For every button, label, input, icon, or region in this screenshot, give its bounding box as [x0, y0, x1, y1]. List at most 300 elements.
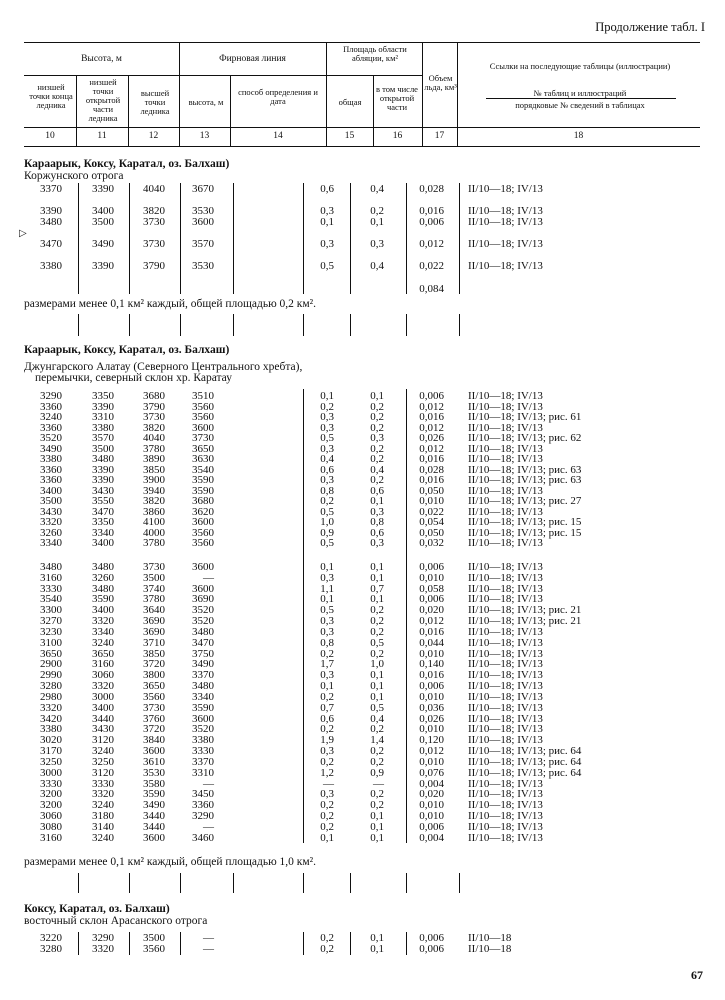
- ice-volume: 0,050: [419, 526, 444, 539]
- col14-header: способ определения и дата: [238, 87, 318, 106]
- ice-volume: 0,016: [419, 411, 444, 423]
- col18-header-title: Ссылки на последующие таблицы (иллюстрации): [489, 61, 671, 71]
- firn-height: 3520: [192, 604, 214, 617]
- column-rule: [303, 389, 304, 843]
- high-height: 4040: [143, 183, 165, 195]
- col-number: 16: [392, 131, 403, 141]
- low-end-height: 3280: [40, 680, 62, 693]
- reference: II/10—18; IV/13; рис. 64: [468, 766, 582, 779]
- low-open-height: 3550: [92, 495, 114, 507]
- low-end-height: 3490: [40, 442, 62, 455]
- low-end-height: 3290: [40, 390, 62, 402]
- ice-volume: 0,044: [419, 636, 444, 649]
- high-height: 3730: [143, 216, 165, 228]
- reference: II/10—18; IV/13: [468, 658, 543, 671]
- low-open-height: 3000: [92, 690, 114, 703]
- col-number: 12: [148, 131, 159, 141]
- firn-height: 3680: [192, 495, 214, 507]
- area-open: 0,2: [370, 442, 384, 455]
- area-open: 0,2: [370, 723, 384, 736]
- area-total: 0,2: [320, 495, 334, 507]
- area-open: 0,9: [370, 766, 384, 779]
- high-height: 3560: [143, 943, 165, 955]
- low-end-height: 2980: [40, 690, 62, 703]
- reference: II/10—18; IV/13: [468, 205, 543, 217]
- column-rule: [303, 314, 304, 336]
- low-end-height: 3220: [40, 932, 62, 944]
- ice-volume: 0,006: [419, 820, 444, 833]
- high-height: 3610: [143, 755, 165, 768]
- low-end-height: 3540: [40, 593, 62, 606]
- high-height: 4100: [143, 516, 165, 528]
- low-open-height: 3650: [92, 647, 114, 660]
- area-total: 0,5: [320, 432, 334, 444]
- firn-height: 3630: [192, 453, 214, 465]
- low-end-height: 3100: [40, 636, 62, 649]
- ice-volume: 0,012: [419, 745, 444, 758]
- section-note: размерами менее 0,1 км² каждый, общей площадью 1,0 км².: [24, 856, 316, 868]
- reference: II/10—18; IV/13; рис. 63: [468, 474, 582, 486]
- area-total: 0,8: [320, 636, 334, 649]
- low-open-height: 3400: [92, 604, 114, 617]
- firn-height: 3600: [192, 516, 214, 528]
- page-number: 67: [691, 968, 703, 982]
- area-total: 0,2: [320, 690, 334, 703]
- low-end-height: 3480: [40, 216, 62, 228]
- firn-height: 3510: [192, 390, 214, 402]
- reference: II/10—18; IV/13: [468, 216, 543, 228]
- low-end-height: 3400: [40, 484, 62, 497]
- firn-height: 3600: [192, 561, 214, 573]
- area-total: 0,2: [320, 647, 334, 660]
- reference: II/10—18; IV/13: [468, 777, 543, 790]
- ice-volume: 0,004: [419, 831, 444, 844]
- low-end-height: 3470: [40, 238, 62, 250]
- high-height: 3600: [143, 745, 165, 758]
- low-open-height: 3240: [92, 831, 114, 844]
- low-open-height: 3570: [92, 432, 114, 444]
- area-total: 0,1: [320, 680, 334, 693]
- low-open-height: 3330: [92, 777, 114, 790]
- ice-volume: 0,028: [419, 463, 444, 476]
- ice-volume: 0,012: [419, 442, 444, 455]
- low-open-height: 3480: [92, 453, 114, 465]
- column-rule: [78, 314, 79, 336]
- low-open-height: 3310: [92, 411, 114, 423]
- firn-height: 3690: [192, 593, 214, 606]
- ice-volume: 0,032: [419, 537, 444, 549]
- area-open: 0,5: [370, 636, 384, 649]
- section-subtitle: Джунгарского Алатау (Северного Центрального хребта),: [24, 361, 303, 373]
- ice-volume: 0,036: [419, 701, 444, 714]
- area-total: 0,2: [320, 799, 334, 812]
- ice-volume: 0,020: [419, 604, 444, 617]
- high-height: 3820: [143, 495, 165, 507]
- low-end-height: 3000: [40, 766, 62, 779]
- low-open-height: 3320: [92, 788, 114, 801]
- low-open-height: 3500: [92, 216, 114, 228]
- high-height: 3900: [143, 474, 165, 486]
- area-total: 0,2: [320, 820, 334, 833]
- area-open: 0,2: [370, 205, 384, 217]
- area-open: 0,1: [370, 561, 384, 573]
- reference: II/10—18; IV/13: [468, 571, 543, 584]
- reference: II/10—18; IV/13; рис. 64: [468, 745, 582, 758]
- ice-volume: 0,004: [419, 777, 444, 790]
- area-total: 0,2: [320, 755, 334, 768]
- area-open: 0,1: [370, 495, 384, 507]
- high-height: 3790: [143, 260, 165, 272]
- high-height: 3440: [143, 820, 165, 833]
- reference: II/10—18; IV/13: [468, 421, 543, 434]
- area-open: 0,1: [370, 390, 384, 402]
- area-open: 0,6: [370, 484, 384, 497]
- col-number: 18: [573, 131, 584, 141]
- area-open: 0,8: [370, 516, 384, 528]
- area-open: 0,1: [370, 216, 384, 228]
- area-open: 0,2: [370, 615, 384, 628]
- firn-height: 3730: [192, 432, 214, 444]
- area-total: 0,3: [320, 625, 334, 638]
- low-end-height: 3380: [40, 723, 62, 736]
- high-height: 3800: [143, 669, 165, 682]
- ice-volume: 0,054: [419, 516, 444, 528]
- reference: II/10—18; IV/13: [468, 537, 543, 549]
- column-rule: [180, 183, 181, 294]
- ice-volume: 0,010: [419, 810, 444, 823]
- ice-volume: 0,022: [419, 505, 444, 518]
- column-rule: [406, 389, 407, 843]
- ice-volume: 0,006: [419, 561, 444, 573]
- low-open-height: 3400: [92, 537, 114, 549]
- reference: II/10—18; IV/13: [468, 647, 543, 660]
- section-title: Караарык, Коксу, Каратал, оз. Балхаш): [24, 158, 230, 170]
- ice-volume: 0,012: [419, 400, 444, 413]
- area-total: 0,3: [320, 205, 334, 217]
- firn-height: 3480: [192, 680, 214, 693]
- area-total: 0,3: [320, 411, 334, 423]
- area-open: 0,2: [370, 400, 384, 413]
- ice-volume: 0,006: [419, 680, 444, 693]
- low-open-height: 3340: [92, 526, 114, 539]
- firn-height: 3560: [192, 400, 214, 413]
- high-height: 3440: [143, 810, 165, 823]
- high-height: 3720: [143, 658, 165, 671]
- firn-height: 3340: [192, 690, 214, 703]
- ice-volume: 0,010: [419, 799, 444, 812]
- high-height: 3500: [143, 571, 165, 584]
- column-rule: [459, 314, 460, 336]
- column-rule: [350, 932, 351, 955]
- high-height: 3860: [143, 505, 165, 518]
- col-number: 13: [199, 131, 210, 141]
- section-subtitle: перемычки, северный склон хр. Каратау: [35, 372, 232, 384]
- section-title: Караарык, Коксу, Каратал, оз. Балхаш): [24, 344, 230, 356]
- low-end-height: 3500: [40, 495, 62, 507]
- col13-header: высота, м: [188, 97, 224, 107]
- col16-header: в том числе открытой части: [376, 84, 418, 112]
- area-open: 0,1: [370, 831, 384, 844]
- reference: II/10—18; IV/13: [468, 582, 543, 595]
- column-rule: [78, 932, 79, 955]
- low-open-height: 3290: [92, 932, 114, 944]
- low-end-height: 3200: [40, 799, 62, 812]
- table-row: [0, 184, 725, 195]
- column-rule: [129, 183, 130, 294]
- low-end-height: 3480: [40, 561, 62, 573]
- low-open-height: 3390: [92, 463, 114, 476]
- low-end-height: 3020: [40, 734, 62, 747]
- reference: II/10—18; IV/13; рис. 61: [468, 411, 582, 423]
- col12-header: высшей точки ледника: [140, 88, 170, 116]
- low-end-height: 3250: [40, 755, 62, 768]
- reference: II/10—18; IV/13: [468, 701, 543, 714]
- area-open: 0,2: [370, 799, 384, 812]
- reference: II/10—18; IV/13: [468, 453, 543, 465]
- high-height: 3730: [143, 411, 165, 423]
- low-open-height: 3240: [92, 799, 114, 812]
- firn-height: —: [203, 943, 214, 955]
- ice-volume: 0,076: [419, 766, 444, 779]
- column-rule: [350, 183, 351, 294]
- area-open: —: [373, 777, 384, 790]
- firn-height: —: [203, 571, 214, 584]
- ice-volume: 0,010: [419, 495, 444, 507]
- column-rule: [459, 183, 460, 294]
- col11-header: низшей точки открытой части ледника: [85, 77, 121, 123]
- low-end-height: 3170: [40, 745, 62, 758]
- low-open-height: 3480: [92, 561, 114, 573]
- reference: II/10—18; IV/13: [468, 505, 543, 518]
- col-number: 10: [45, 131, 55, 141]
- section-subtitle: Коржунского отрога: [24, 170, 124, 182]
- reference: II/10—18; IV/13: [468, 680, 543, 693]
- high-height: 3890: [143, 453, 165, 465]
- firn-height: 3570: [192, 238, 214, 250]
- low-end-height: 2990: [40, 669, 62, 682]
- low-end-height: 3420: [40, 712, 62, 725]
- area-open: 0,2: [370, 788, 384, 801]
- low-end-height: 3360: [40, 474, 62, 486]
- ice-volume: 0,026: [419, 712, 444, 725]
- height-group-header: Высота, м: [81, 54, 122, 64]
- firn-height: 3600: [192, 216, 214, 228]
- ice-volume: 0,012: [419, 238, 444, 250]
- high-height: 3720: [143, 723, 165, 736]
- area-total: 0,9: [320, 526, 334, 539]
- low-open-height: 3390: [92, 183, 114, 195]
- reference: II/10—18; IV/13: [468, 712, 543, 725]
- total-volume: 0,084: [419, 283, 444, 295]
- area-group-header: Площадь области абляции, км²: [343, 44, 407, 63]
- high-height: 3560: [143, 690, 165, 703]
- reference: II/10—18; IV/13; рис. 15: [468, 526, 582, 539]
- low-open-height: 3590: [92, 593, 114, 606]
- reference: II/10—18; IV/13; рис. 21: [468, 615, 582, 628]
- area-open: 0,3: [370, 505, 384, 518]
- ice-volume: 0,006: [419, 216, 444, 228]
- firn-height: 3520: [192, 723, 214, 736]
- firn-height: 3670: [192, 183, 214, 195]
- area-open: 0,3: [370, 537, 384, 549]
- area-open: 0,2: [370, 604, 384, 617]
- area-total: 0,5: [320, 260, 334, 272]
- area-total: 0,2: [320, 810, 334, 823]
- firn-height: 3750: [192, 647, 214, 660]
- area-total: 0,1: [320, 593, 334, 606]
- reference: II/10—18; IV/13: [468, 820, 543, 833]
- low-end-height: 3060: [40, 810, 62, 823]
- high-height: 4000: [143, 526, 165, 539]
- ice-volume: 0,022: [419, 260, 444, 272]
- reference: II/10—18; IV/13: [468, 625, 543, 638]
- col15-header: общая: [338, 97, 362, 107]
- low-open-height: 3250: [92, 755, 114, 768]
- area-open: 0,2: [370, 755, 384, 768]
- low-open-height: 3480: [92, 582, 114, 595]
- column-rule: [78, 183, 79, 294]
- column-rule: [129, 873, 130, 893]
- high-height: 3850: [143, 647, 165, 660]
- area-total: 0,1: [320, 216, 334, 228]
- area-total: 0,3: [320, 745, 334, 758]
- firn-height: 3560: [192, 526, 214, 539]
- firn-height: 3600: [192, 712, 214, 725]
- low-end-height: 3390: [40, 205, 62, 217]
- firn-group-header: Фирновая линия: [219, 54, 286, 64]
- area-open: 0,2: [370, 625, 384, 638]
- ice-volume: 0,012: [419, 615, 444, 628]
- ice-volume: 0,012: [419, 421, 444, 434]
- area-open: 0,3: [370, 238, 384, 250]
- reference: II/10—18; IV/13: [468, 636, 543, 649]
- high-height: 3820: [143, 205, 165, 217]
- firn-height: 3600: [192, 421, 214, 434]
- firn-height: 3590: [192, 484, 214, 497]
- low-end-height: 3300: [40, 604, 62, 617]
- column-rule: [459, 873, 460, 893]
- firn-height: 3560: [192, 411, 214, 423]
- reference: II/10—18; IV/13: [468, 400, 543, 413]
- column-rule: [303, 873, 304, 893]
- reference: II/10—18; IV/13; рис. 64: [468, 755, 582, 768]
- firn-height: 3370: [192, 669, 214, 682]
- low-end-height: 3520: [40, 432, 62, 444]
- firn-height: 3620: [192, 505, 214, 518]
- low-end-height: 3320: [40, 516, 62, 528]
- reference: II/10—18; IV/13: [468, 593, 543, 606]
- high-height: 3530: [143, 766, 165, 779]
- high-height: 3820: [143, 421, 165, 434]
- area-total: 0,3: [320, 615, 334, 628]
- low-end-height: 3320: [40, 701, 62, 714]
- firn-height: 3590: [192, 701, 214, 714]
- low-open-height: 3350: [92, 516, 114, 528]
- ice-volume: 0,120: [419, 734, 444, 747]
- ice-volume: 0,140: [419, 658, 444, 671]
- area-open: 0,2: [370, 647, 384, 660]
- low-open-height: 3400: [92, 701, 114, 714]
- ice-volume: 0,016: [419, 205, 444, 217]
- area-open: 0,1: [370, 820, 384, 833]
- firn-height: 3470: [192, 636, 214, 649]
- reference: II/10—18; IV/13: [468, 799, 543, 812]
- ice-volume: 0,006: [419, 943, 444, 955]
- reference: II/10—18; IV/13: [468, 183, 543, 195]
- reference: II/10—18; IV/13: [468, 734, 543, 747]
- low-end-height: 3360: [40, 400, 62, 413]
- area-open: 0,1: [370, 680, 384, 693]
- reference: II/10—18; IV/13: [468, 690, 543, 703]
- high-height: 3940: [143, 484, 165, 497]
- reference: II/10—18; IV/13: [468, 260, 543, 272]
- low-end-height: 3200: [40, 788, 62, 801]
- area-total: 0,7: [320, 701, 334, 714]
- col-number: 11: [97, 131, 107, 141]
- low-end-height: 3370: [40, 183, 62, 195]
- low-end-height: 3360: [40, 421, 62, 434]
- area-open: 1,0: [370, 658, 384, 671]
- low-open-height: 3140: [92, 820, 114, 833]
- firn-height: 3370: [192, 755, 214, 768]
- high-height: 3590: [143, 788, 165, 801]
- area-total: 0,6: [320, 463, 334, 476]
- low-open-height: 3160: [92, 658, 114, 671]
- reference: II/10—18; IV/13: [468, 723, 543, 736]
- area-total: 0,3: [320, 788, 334, 801]
- low-end-height: 3360: [40, 463, 62, 476]
- area-open: 0,2: [370, 745, 384, 758]
- low-end-height: 3080: [40, 820, 62, 833]
- ice-volume: 0,050: [419, 484, 444, 497]
- column-rule: [233, 183, 234, 294]
- high-height: 3760: [143, 712, 165, 725]
- column-rule: [406, 932, 407, 955]
- column-rule: [78, 873, 79, 893]
- area-open: 0,1: [370, 932, 384, 944]
- high-height: 3730: [143, 561, 165, 573]
- column-rule: [180, 932, 181, 955]
- ice-volume: 0,006: [419, 593, 444, 606]
- firn-height: 3310: [192, 766, 214, 779]
- area-total: 0,2: [320, 932, 334, 944]
- ice-volume: 0,006: [419, 932, 444, 944]
- reference: II/10—18; IV/13; рис. 62: [468, 432, 582, 444]
- reference: II/10—18; IV/13: [468, 561, 543, 573]
- area-total: 0,3: [320, 474, 334, 486]
- ice-volume: 0,016: [419, 474, 444, 486]
- ice-volume: 0,010: [419, 690, 444, 703]
- ice-volume: 0,006: [419, 390, 444, 402]
- low-open-height: 3240: [92, 745, 114, 758]
- low-end-height: 3380: [40, 260, 62, 272]
- column-rule: [303, 183, 304, 294]
- area-total: 0,5: [320, 505, 334, 518]
- ice-volume: 0,058: [419, 582, 444, 595]
- ice-volume: 0,016: [419, 625, 444, 638]
- high-height: 3730: [143, 238, 165, 250]
- col18-header-tables: № таблиц и иллюстраций: [533, 88, 627, 98]
- high-height: 3790: [143, 400, 165, 413]
- area-open: 0,3: [370, 432, 384, 444]
- high-height: 3490: [143, 799, 165, 812]
- section-title: Коксу, Каратал, оз. Балхаш): [24, 903, 170, 915]
- low-end-height: 3270: [40, 615, 62, 628]
- col17-header: Объем льда, км³: [424, 73, 457, 92]
- low-end-height: 3260: [40, 526, 62, 539]
- low-end-height: 3380: [40, 453, 62, 465]
- column-rule: [180, 314, 181, 336]
